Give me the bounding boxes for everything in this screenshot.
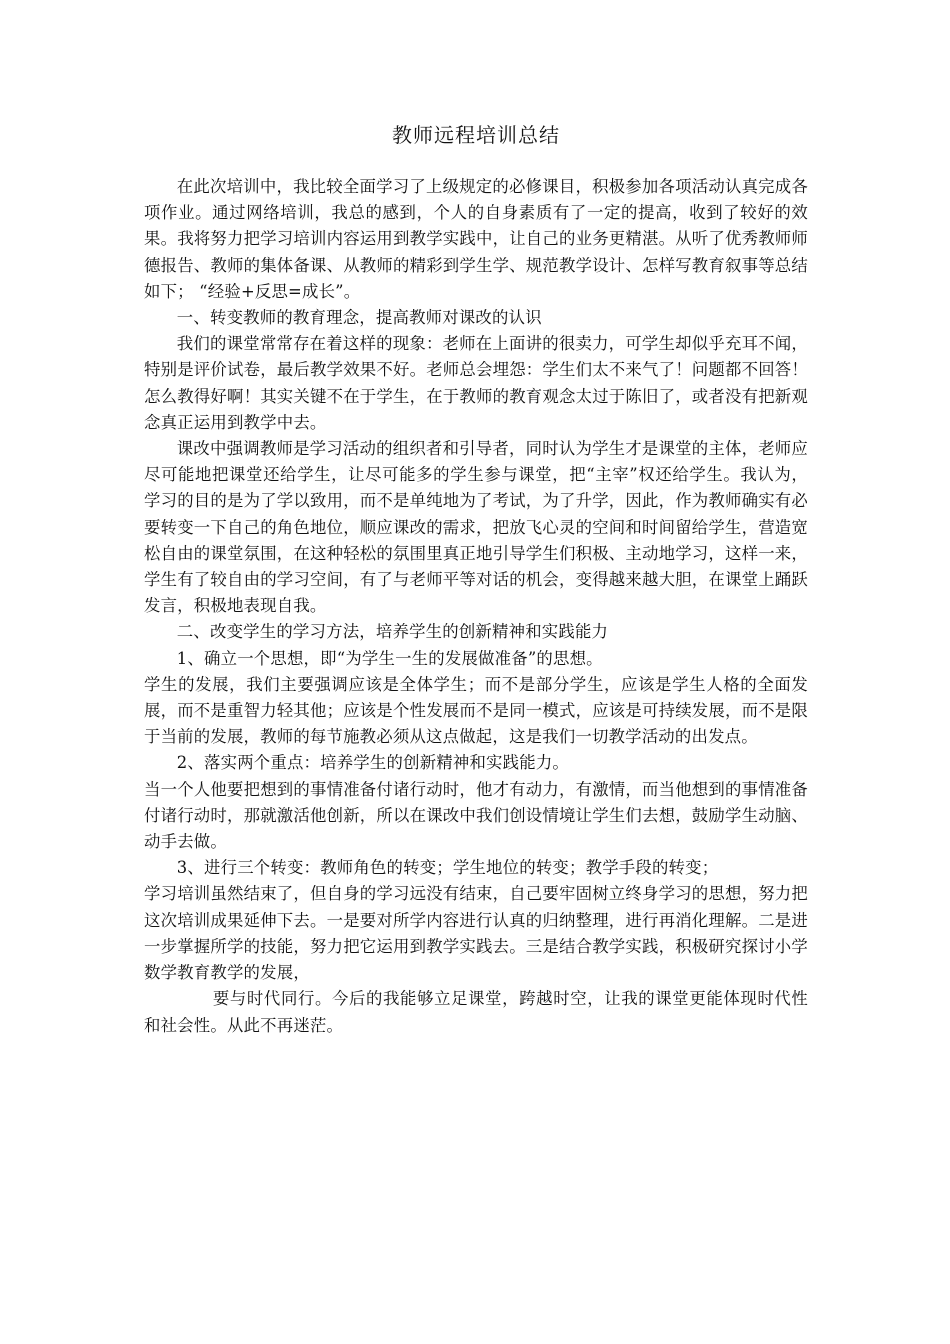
paragraph-lifelong-learning: 学习培训虽然结束了，但自身的学习远没有结束，自己要牢固树立终身学习的思想，努力把这次培训成果延伸下去。一是要对所学内容进行认真的归纳整理，进行再消化理解。二是进一步掌握所学的技能，努力把它运用到教学实践去。三是结合教学实践，积极研究探讨小学数学教育教学的发展，: [144, 884, 808, 983]
section-heading-1: 一、转变教师的教育理念，提高教师对课改的认识: [176, 308, 542, 328]
paragraph-conclusion: 要与时代同行。今后的我能够立足课堂，跨越时空，让我的课堂更能体现时代性和社会性。从此不再迷茫。: [144, 989, 808, 1035]
paragraph-curriculum-reform: 课改中强调教师是学习活动的组织者和引导者，同时认为学生才是课堂的主体，老师应尽可能地把课堂还给学生，让尽可能多的学生参与课堂，把“主宰”权还给学生。我认为，学习的目的是为了学以致用，而不是单纯地为了考试，为了升学，因此，作为教师确实有必要转变一下自己的角色地位，顺应课改的需求，把放飞心灵的空间和时间留给学生，营造宽松自由的课堂氛围，在这种轻松的氛围里真正地引导学生们积极、主动地学习，这样一来，学生有了较自由的学习空间，有了与老师平等对话的机会，变得越来越大胆，在课堂上踊跃发言，积极地表现自我。: [144, 439, 808, 616]
point-3-heading: 3、进行三个转变：教师角色的转变；学生地位的转变；教学手段的转变；: [176, 858, 719, 878]
document-body: [144, 120, 808, 1039]
document-title: 教师远程培训总结: [392, 123, 560, 147]
point-2-heading: 2、落实两个重点：培养学生的创新精神和实践能力。: [176, 753, 570, 773]
section-heading-2: 二、改变学生的学习方法，培养学生的创新精神和实践能力: [176, 622, 609, 642]
paragraph-classroom-phenomenon: 我们的课堂常常存在着这样的现象：老师在上面讲的很卖力，可学生却似乎充耳不闻，特别是评价试卷，最后教学效果不好。老师总会埋怨：学生们太不来气了！问题都不回答！怎么教得好啊！其实关键不在于学生，在于教师的教育观念太过于陈旧了，或者没有把新观念真正运用到教学中去。: [144, 334, 808, 432]
paragraph-student-development: 学生的发展，我们主要强调应该是全体学生；而不是部分学生，应该是学生人格的全面发展，而不是重智力轻其他；应该是个性发展而不是同一模式，应该是可持续发展，而不是限于当前的发展，教师的每节施教必须从这点做起，这是我们一切教学活动的出发点。: [144, 674, 808, 747]
point-1-heading: 1、确立一个思想，即“为学生一生的发展做准备”的思想。: [176, 648, 603, 668]
paragraph-innovation: 当一个人他要把想到的事情准备付诸行动时，他才有动力，有激情，而当他想到的事情准备付诸行动时，那就激活他创新，所以在课改中我们创设情境让学生们去想，鼓励学生动脑、动手去做。: [144, 779, 808, 852]
paragraph-intro: 在此次培训中，我比较全面学习了上级规定的必修课目，积极参加各项活动认真完成各项作业。通过网络培训，我总的感到，个人的自身素质有了一定的提高，收到了较好的效果。我将努力把学习培训内容运用到教学实践中，让自己的业务更精湛。从听了优秀教师师德报告、教师的集体备课、从教师的精彩到学生学、规范教学设计、怎样写教育叙事等总结如下； “经验+反思=成长”。: [144, 177, 808, 301]
